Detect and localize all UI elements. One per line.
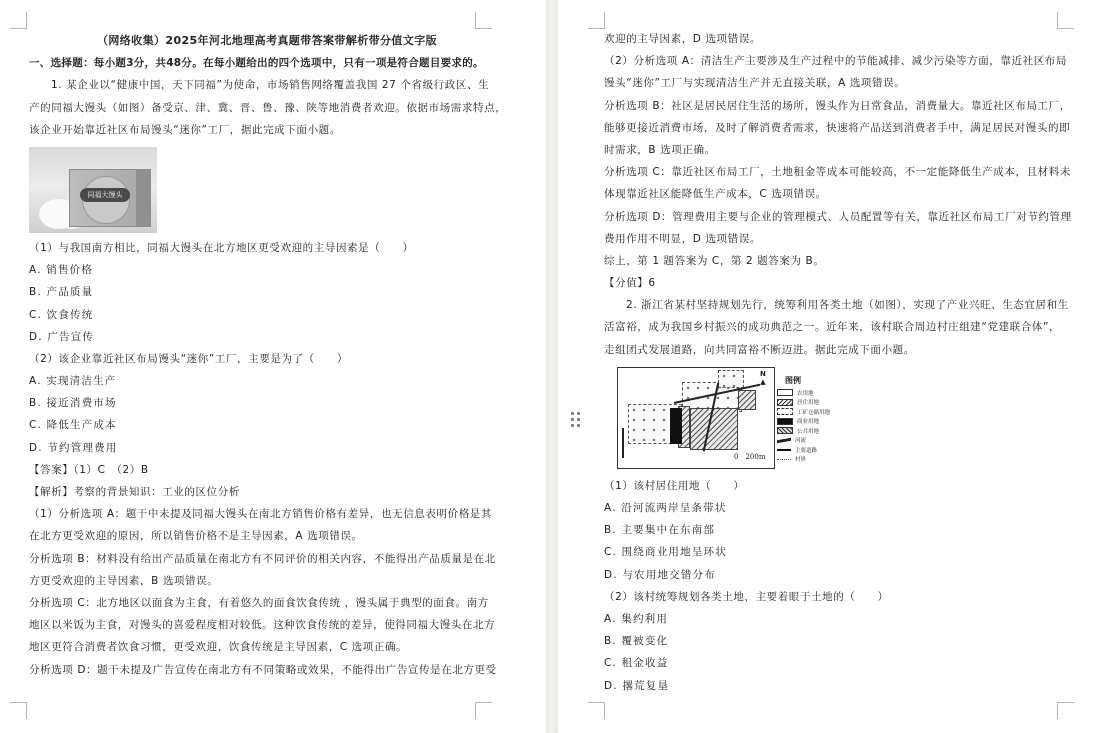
legend-title: 图例 [785,375,801,385]
analysis-line: 分析选项 D：题干未提及广告宣传在南北方有不同策略或效果，不能得出广告宣传是在北方更受 [29,663,497,676]
drag-handle-icon[interactable] [571,412,581,428]
analysis-line: 能够更接近消费市场，及时了解消费者需求，快速将产品送到消费者手中，满足居民对馒头的即 [604,121,1071,134]
sub-question: （2）该村统筹规划各类土地，主要着眼于土地的（ ） [604,590,889,603]
river-swatch-icon [777,437,791,442]
option-b: B. 主要集中在东南部 [604,524,716,537]
page-corner-mark [475,12,492,29]
page-corner-mark [588,702,605,719]
north-label: N [760,369,766,378]
analysis-line: 分析选项 B：社区是居民居住生活的场所，馒头作为日常食品，消费量大。靠近社区布局工厂， [604,99,1071,112]
analysis-line: 分析选项 C：北方地区以面食为主食，有着悠久的面食饮食传统 ，馒头属于典型的面食。南方 [29,596,489,609]
legend-item: 主要道路 [777,445,837,455]
commercial-area [670,408,682,444]
option-a: A. 销售价格 [29,264,94,277]
public-swatch-icon [777,427,793,434]
summary-line: 综上，第 1 题答案为 C，第 2 题答案为 B。 [604,254,825,267]
road-swatch-icon [777,449,791,451]
page-content [29,30,505,681]
page-content [604,28,1078,697]
option-c: C. 降低生产成本 [29,419,117,432]
sub-question: （1）该村居住用地（ ） [604,479,745,492]
option-c: C. 租金收益 [604,657,669,670]
commercial-swatch-icon [777,418,793,425]
product-box-image [69,169,151,227]
map-legend [777,375,837,464]
option-b: B. 覆被变化 [604,635,669,648]
north-arrow-icon: ▲ [760,377,766,386]
industrial-swatch-icon [777,408,793,415]
page-corner-mark [1057,12,1074,29]
legend-item: 河流 [777,435,837,445]
analysis-line: 欢迎的主导因素，D 选项错误。 [604,33,761,45]
page-corner-mark [1057,702,1074,719]
score-line: 【分值】6 [604,277,656,290]
farmland-area [718,370,744,388]
analysis-line: 地区以米饭为主食，对馒头的喜爱程度相对较低。这种饮食传统的差异，使得同福大馒头在北方 [29,619,496,632]
analysis-line: 体现靠近社区能降低生产成本，C 选项错误。 [604,188,827,201]
analysis-line: 馒头“迷你”工厂与实现清洁生产并无直接关联，A 选项错误。 [604,77,906,90]
analysis-line: （2）分析选项 A：清洁生产主要涉及生产过程中的节能减排、减少污染等方面，靠近社区布局 [604,55,1067,68]
analysis-heading: 【解析】考察的背景知识：工业的区位分析 [29,486,240,498]
analysis-line: 分析选项 B：材料没有给出产品质量在南北方有不同评价的相关内容，不能得出产品质量是在北 [29,552,496,565]
document-page-left [0,0,546,733]
option-d: D. 节约管理费用 [29,441,118,454]
map-scale: 0 200m [734,452,766,461]
question-stem-line: 活富裕，成为我国乡村振兴的成功典范之一。近年来，该村联合周边村庄组建“党建联合体”， [604,321,1061,334]
page-corner-mark [588,12,605,29]
option-a: A. 沿河流两岸呈条带状 [604,502,727,514]
analysis-line: 时需求，B 选项正确。 [604,143,716,156]
option-b: B. 接近消费市场 [29,397,117,410]
legend-item: 公共用地 [777,426,837,436]
document-title: （网络收集）2025年河北地理高考真题带答案带解析带分值文字版 [96,34,437,47]
residential-area [690,408,738,450]
farmland-swatch-icon [777,389,793,396]
analysis-line: 分析选项 D：管理费用主要与企业的管理模式、人员配置等有关，靠近社区布局工厂对节约管理 [604,210,1072,223]
option-d: D. 广告宣传 [29,330,95,343]
product-photo [29,147,157,233]
page-corner-mark [475,702,492,719]
page-divider [546,0,558,733]
question-stem-line: 1. 某企业以“健康中国，天下同福”为使命，市场销售网络覆盖我国 27 个省级行政区、生 [51,79,490,92]
residential-swatch-icon [777,399,793,406]
option-b: B. 产品质量 [29,286,94,299]
option-c: C. 围绕商业用地呈环状 [604,546,727,559]
legend-item: 农用地 [777,388,837,398]
analysis-line: （1）分析选项 A：题干中未提及同福大馒头在南北方销售价格有差异，也无信息表明价格是其 [29,508,492,521]
section-heading: 一、选择题：每小题3分，共48分。在每小题给出的四个选项中，只有一项是符合题目要求的。 [29,57,484,70]
analysis-line: 费用作用不明显，D 选项错误。 [604,232,761,245]
answer-line: 【答案】（1）C （2）B [29,463,149,476]
document-page-right [558,0,1102,733]
analysis-line: 分析选项 C：靠近社区布局工厂，土地租金等成本可能较高，不一定能降低生产成本，且材料未 [604,166,1071,179]
product-label: 同福大馒头 [80,188,130,202]
boundary-swatch-icon [777,459,791,460]
option-a: A. 集约利用 [604,612,669,625]
question-stem-line: 2. 浙江省某村坚持规划先行，统筹利用各类土地（如图），实现了产业兴旺、生态宜居和生 [626,299,1069,312]
legend-item: 商业用地 [777,416,837,426]
legend-item: 工矿仓储用地 [777,407,837,417]
river [622,428,624,458]
land-use-map [617,367,835,471]
page-corner-mark [10,12,27,29]
analysis-line: 在北方更受欢迎的原因，所以销售价格不是主导因素，A 选项错误。 [29,530,363,543]
question-stem-line: 该企业开始靠近社区布局馒头“迷你”工厂，据此完成下面小题。 [29,123,341,136]
analysis-line: 地区更符合消费者饮食习惯，更受欢迎，饮食传统是主导因素，C 选项正确。 [29,641,408,654]
legend-item: 村界 [777,454,837,464]
option-c: C. 饮食传统 [29,308,94,321]
sub-question: （1）与我国南方相比，同福大馒头在北方地区更受欢迎的主导因素是（ ） [29,241,414,254]
analysis-line: 方更受欢迎的主导因素，B 选项错误。 [29,574,219,587]
option-a: A. 实现清洁生产 [29,375,117,388]
legend-item: 居住用地 [777,397,837,407]
option-d: D. 撂荒复垦 [604,679,670,692]
option-d: D. 与农用地交错分布 [604,568,716,581]
question-stem-line: 产的同福大馒头（如图）备受京、津、冀、晋、鲁、豫、陕等地消费者欢迎。依据市场需求特点， [29,101,507,114]
question-stem-line: 走组团式发展道路，向共同富裕不断迈进。据此完成下面小题。 [604,343,915,356]
sub-question: （2）该企业靠近社区布局馒头“迷你”工厂，主要是为了（ ） [29,352,349,365]
page-corner-mark [10,702,27,719]
residential-area [738,390,756,410]
map-frame [617,367,775,469]
